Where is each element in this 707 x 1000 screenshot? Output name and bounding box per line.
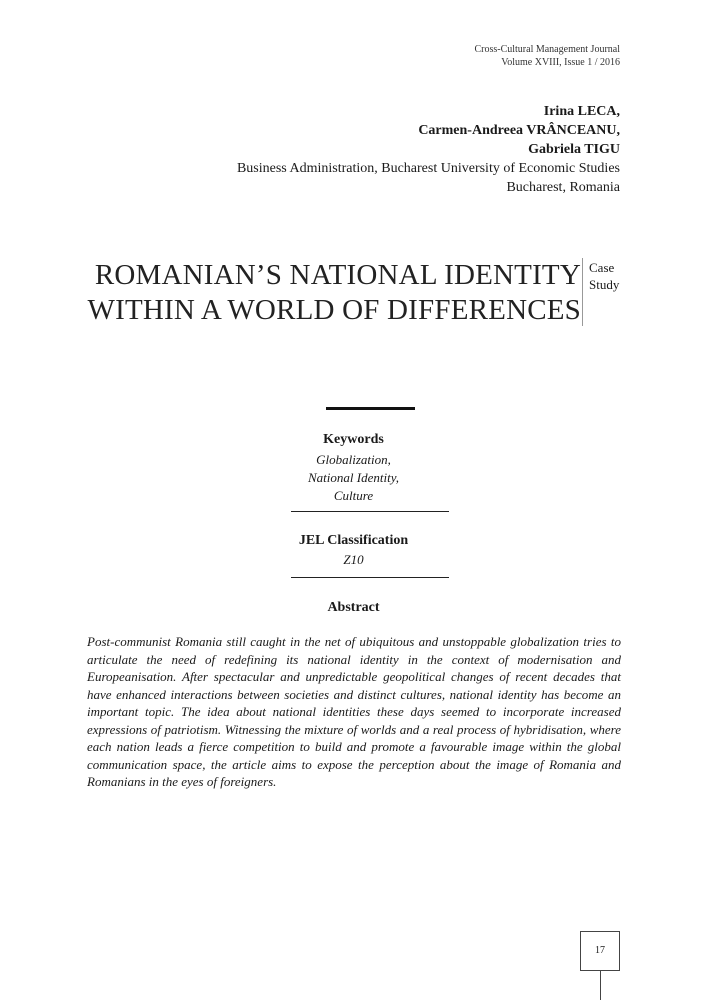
abstract-heading: Abstract: [327, 600, 380, 615]
author-name: Carmen-Andreea VRÂNCEANU,: [418, 123, 620, 138]
keywords-divider: [291, 511, 449, 512]
abstract-text: Post-communist Romania still caught in the net of ubiquitous and unstoppable globalization tries to articulate the need of redefining its national identity in the context of modernisation and Europeanisation. After spectacular and unpredictable geopolitical changes of recent decades that have enhanced interactions between societies and distinct cultures, national identity has become an important topic. The idea about national identities these days seemed to incorporate increased expressions of patriotism. Witnessing the mixture of worlds and a real process of hybridisation, where each nation leads a fierce competition to build and promote a favourable image within the global communication space, the article aims to expose the perception about the image of Romania and Romanians in the eyes of foreigners.: [87, 634, 621, 789]
jel-heading: JEL Classification: [298, 533, 409, 548]
title-line: WITHIN A WORLD OF DIFFERENCES: [87, 294, 581, 326]
author-name: Irina LECA,: [543, 104, 620, 119]
section-divider: [326, 407, 415, 410]
jel-divider: [291, 577, 449, 578]
journal-header: [474, 43, 620, 69]
page-number: 17: [580, 931, 620, 971]
article-type: [589, 259, 619, 293]
keywords-list: [0, 451, 707, 505]
page-number-stem: [600, 971, 601, 1000]
article-type-line: Study: [589, 277, 620, 292]
keyword-item: Globalization,: [316, 452, 391, 467]
journal-volume: Volume XVIII, Issue 1 / 2016: [501, 57, 620, 68]
author-block: [237, 102, 620, 197]
keywords-heading: Keywords: [323, 432, 384, 447]
article-type-line: Case: [589, 260, 615, 275]
keyword-item: Culture: [333, 488, 374, 503]
title-line: ROMANIAN’S NATIONAL IDENTITY: [94, 259, 581, 291]
keyword-item: National Identity,: [308, 470, 399, 485]
author-location: Bucharest, Romania: [506, 180, 620, 195]
article-title: [88, 258, 581, 328]
author-name: Gabriela TIGU: [528, 142, 620, 157]
jel-code: Z10: [343, 552, 364, 567]
title-divider: [582, 258, 583, 326]
author-affiliation: Business Administration, Bucharest University of Economic Studies: [236, 161, 620, 176]
journal-name: Cross-Cultural Management Journal: [474, 44, 620, 55]
